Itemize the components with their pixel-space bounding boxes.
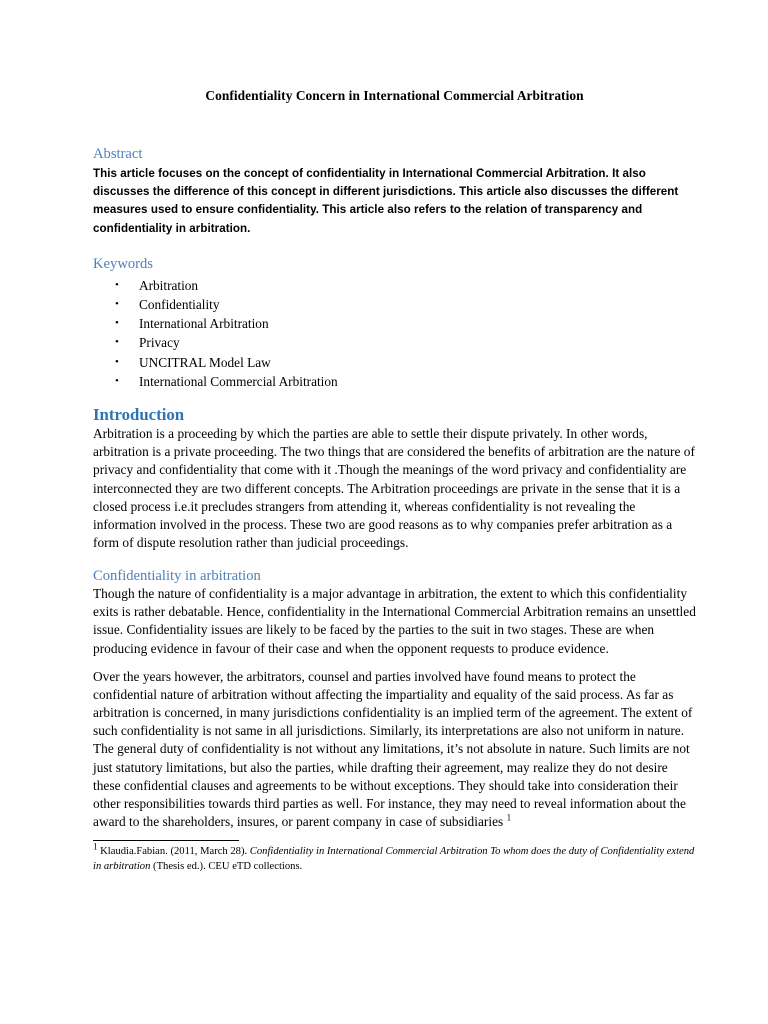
keyword-label: Arbitration — [139, 277, 199, 293]
bullet-icon: • — [115, 298, 119, 311]
bullet-icon: • — [115, 374, 119, 387]
keyword-label: UNCITRAL Model Law — [139, 354, 271, 370]
keyword-item — [93, 372, 696, 391]
footnote-author: Klaudia.Fabian. (2011, March 28). — [97, 846, 250, 858]
keyword-label: International Commercial Arbitration — [139, 373, 338, 389]
footnote-rest: (Thesis ed.). CEU eTD collections. — [150, 860, 303, 872]
keyword-item — [93, 333, 696, 352]
confidentiality-paragraph-2 — [93, 668, 696, 831]
keywords-list — [93, 276, 696, 391]
confidentiality-paragraph-2-text: Over the years however, the arbitrators, counsel and parties involved have found means to protect the confidential nature of arbitration without affecting the impartiality and equality of the said process. As far as arbitration is concerned, in many jurisdictions confidentiality is an implied term of the agreement. The extent of such confidentiality is not same in all jurisdictions. Similarly, its interpretations are also not uniform in nature. The general duty of confidentiality is not without any limitations, it’s not absolute in nature. Such limits are not just statutory limitations, but also the parties, while drafting their agreement, may realize they do not desire these confidential clauses and agreements to be without exceptions. They should take into consideration their other responsibilities towards third parties as well. For instance, they may need to reveal information about the award to the shareholders, insures, or parent company in case of subsidiaries — [93, 668, 693, 829]
introduction-paragraph: Arbitration is a proceeding by which the parties are able to settle their dispute privately. In other words, arbitration is a private proceeding. The two things that are considered the benefits of arbitration are the nature of privacy and confidentiality that come with it .Though the meanings of the word privacy and confidentiality are interconnected they are two different concepts. The Arbitration proceedings are private in the sense that it is a closed process i.e.it precludes strangers from attending it, whereas confidentiality is not revealing the information involved in the process. These two are good reasons as to why companies prefer arbitration as a form of dispute resolution rather than judicial proceedings. — [93, 426, 695, 550]
introduction-heading: Introduction — [93, 405, 185, 425]
footnote-divider — [93, 840, 239, 841]
bullet-icon: • — [115, 317, 119, 330]
keyword-item — [93, 314, 696, 333]
bullet-icon: • — [115, 355, 119, 368]
keyword-item — [93, 353, 696, 372]
keyword-label: Confidentiality — [139, 297, 220, 313]
bullet-icon: • — [115, 278, 119, 291]
keyword-item — [93, 295, 696, 314]
keywords-heading: Keywords — [93, 255, 153, 272]
keyword-label: Privacy — [139, 335, 180, 351]
footnote-title: Confidentiality in International Commercial Arbitration To whom does the duty of Confidentiality extend in arbitration — [93, 846, 695, 872]
keyword-item — [93, 276, 696, 295]
footnote-reference[interactable]: 1 — [506, 812, 512, 823]
footnote — [93, 841, 696, 875]
keyword-label: International Arbitration — [139, 316, 269, 332]
bullet-icon: • — [115, 336, 119, 349]
confidentiality-heading: Confidentiality in arbitration — [93, 568, 261, 585]
abstract-text: This article focuses on the concept of confidentiality in International Commercial Arbitration. It also discusses the difference of this concept in different jurisdictions. This article also discusses the different measures used to ensure confidentiality. This article also refers to the relation of transparency and confidentiality in arbitration. — [93, 167, 679, 235]
document-title: Confidentiality Concern in International Commercial Arbitration — [205, 88, 584, 103]
confidentiality-paragraph-1: Though the nature of confidentiality is a major advantage in arbitration, the extent to which this confidentiality exits is rather debatable. Hence, confidentiality in the International Commercial Arbitration remains an unsettled issue. Confidentiality issues are likely to be faced by the parties to the suit in two stages. These are when producing evidence in favour of their case and when the opponent requests to produce evidence. — [93, 586, 696, 656]
footnote-number: 1 — [93, 841, 98, 852]
abstract-heading: Abstract — [93, 146, 143, 162]
